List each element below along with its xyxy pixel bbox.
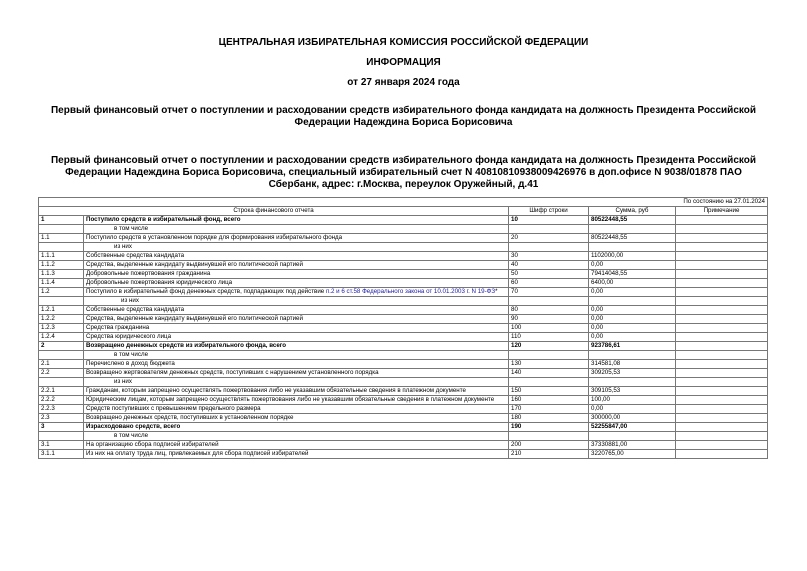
row-name-cell: Собственные средства кандидата bbox=[84, 252, 509, 261]
code-cell bbox=[509, 432, 589, 441]
row-number-cell: 1.2.4 bbox=[39, 333, 84, 342]
sum-cell: 0,00 bbox=[589, 333, 676, 342]
code-cell bbox=[509, 351, 589, 360]
sum-cell bbox=[589, 432, 676, 441]
row-name-cell: Из них на оплату труда лиц, привлекаемых для сбора подписей избирателей bbox=[84, 450, 509, 459]
note-cell bbox=[676, 342, 768, 351]
code-cell: 150 bbox=[509, 387, 589, 396]
note-cell bbox=[676, 351, 768, 360]
doc-type: ИНФОРМАЦИЯ bbox=[366, 57, 441, 68]
sum-cell: 314581,08 bbox=[589, 360, 676, 369]
row-name-cell: Юридическим лицам, которым запрещено осуществлять пожертвования либо не указавшим обязательные сведения в платежном документе bbox=[84, 396, 509, 405]
code-cell: 140 bbox=[509, 369, 589, 378]
row-number-cell: 2 bbox=[39, 342, 84, 351]
code-cell: 30 bbox=[509, 252, 589, 261]
sum-cell: 37330881,00 bbox=[589, 441, 676, 450]
code-cell: 110 bbox=[509, 333, 589, 342]
row-number-cell: 3.1.1 bbox=[39, 450, 84, 459]
row-subheading: в том числе bbox=[84, 351, 509, 360]
sum-cell: 80522448,55 bbox=[589, 234, 676, 243]
sum-cell bbox=[589, 351, 676, 360]
row-number-cell bbox=[39, 243, 84, 252]
note-cell bbox=[676, 261, 768, 270]
row-number-cell: 2.3 bbox=[39, 414, 84, 423]
row-name-cell: Средств поступивших с превышением предельного размера bbox=[84, 405, 509, 414]
note-cell bbox=[676, 432, 768, 441]
report-title: Первый финансовый отчет о поступлении и расходовании средств избирательного фонда кандидата на должность Президента Российской Федерации Надеждина Бориса Борисовича bbox=[50, 105, 757, 128]
note-cell bbox=[676, 243, 768, 252]
row-name-cell bbox=[84, 288, 509, 297]
row-number-cell: 3 bbox=[39, 423, 84, 432]
report-subtitle: Первый финансовый отчет о поступлении и расходовании средств избирательного фонда кандидата на должность Президента Российской Федерации Надеждина Бориса Борисовича, специальный избирательный счет N 40810810938009426976 в доп.офисе N 9038/01878 ПАО Сбербанк, адрес: г.Москва, переулок Оружейный, д.41 bbox=[50, 155, 757, 190]
column-header: Примечание bbox=[676, 207, 768, 216]
code-cell: 70 bbox=[509, 288, 589, 297]
sum-cell: 80522448,55 bbox=[589, 216, 676, 225]
code-cell: 10 bbox=[509, 216, 589, 225]
row-name-cell: Перечислено в доход бюджета bbox=[84, 360, 509, 369]
table-row bbox=[39, 270, 768, 279]
row-name-cell: Средства гражданина bbox=[84, 324, 509, 333]
table-row bbox=[39, 315, 768, 324]
note-cell bbox=[676, 360, 768, 369]
row-name-cell: Возвращено денежных средств из избирательного фонда, всего bbox=[84, 342, 509, 351]
code-cell bbox=[509, 297, 589, 306]
table-row bbox=[39, 405, 768, 414]
table-row bbox=[39, 369, 768, 378]
column-header: Строка финансового отчета bbox=[39, 207, 509, 216]
code-cell bbox=[509, 225, 589, 234]
sum-cell: 0,00 bbox=[589, 261, 676, 270]
sum-cell: 0,00 bbox=[589, 288, 676, 297]
note-cell bbox=[676, 279, 768, 288]
sum-cell: 0,00 bbox=[589, 306, 676, 315]
sum-cell: 309205,53 bbox=[589, 369, 676, 378]
code-cell: 40 bbox=[509, 261, 589, 270]
table-row bbox=[39, 423, 768, 432]
sum-cell: 309105,53 bbox=[589, 387, 676, 396]
row-subheading: из них bbox=[84, 243, 509, 252]
note-cell bbox=[676, 378, 768, 387]
financial-report-table bbox=[38, 197, 768, 459]
code-cell: 90 bbox=[509, 315, 589, 324]
table-row bbox=[39, 333, 768, 342]
row-name-cell: Собственные средства кандидата bbox=[84, 306, 509, 315]
note-cell bbox=[676, 396, 768, 405]
code-cell: 60 bbox=[509, 279, 589, 288]
table-row bbox=[39, 288, 768, 297]
row-number-cell: 2.2.1 bbox=[39, 387, 84, 396]
row-subheading: в том числе bbox=[84, 432, 509, 441]
row-number-cell: 1.2.2 bbox=[39, 315, 84, 324]
row-subheading: из них bbox=[84, 378, 509, 387]
code-cell: 200 bbox=[509, 441, 589, 450]
note-cell bbox=[676, 270, 768, 279]
as-of-date: По состоянию на 27.01.2024 bbox=[39, 198, 768, 207]
code-cell: 130 bbox=[509, 360, 589, 369]
sum-cell bbox=[589, 378, 676, 387]
code-cell bbox=[509, 378, 589, 387]
row-number-cell: 1.1 bbox=[39, 234, 84, 243]
table-row bbox=[39, 324, 768, 333]
table-row bbox=[39, 450, 768, 459]
row-number-cell bbox=[39, 432, 84, 441]
table-row bbox=[39, 225, 768, 234]
code-cell: 190 bbox=[509, 423, 589, 432]
code-cell: 210 bbox=[509, 450, 589, 459]
table-row bbox=[39, 297, 768, 306]
column-header: Шифр строки bbox=[509, 207, 589, 216]
note-cell bbox=[676, 441, 768, 450]
table-row bbox=[39, 342, 768, 351]
row-name-cell: Средства юридического лица bbox=[84, 333, 509, 342]
note-cell bbox=[676, 333, 768, 342]
sum-cell: 79414048,55 bbox=[589, 270, 676, 279]
column-header: Сумма, руб bbox=[589, 207, 676, 216]
code-cell: 80 bbox=[509, 306, 589, 315]
table-row bbox=[39, 243, 768, 252]
note-cell bbox=[676, 297, 768, 306]
table-row bbox=[39, 441, 768, 450]
code-cell: 50 bbox=[509, 270, 589, 279]
row-name-cell: Добровольные пожертвования юридического лица bbox=[84, 279, 509, 288]
row-number-cell: 1.1.3 bbox=[39, 270, 84, 279]
table-row bbox=[39, 261, 768, 270]
table-body bbox=[39, 216, 768, 459]
table-row bbox=[39, 387, 768, 396]
row-number-cell: 1.2 bbox=[39, 288, 84, 297]
table-row bbox=[39, 360, 768, 369]
row-number-cell: 1.1.1 bbox=[39, 252, 84, 261]
sum-cell bbox=[589, 297, 676, 306]
row-number-cell: 1.1.4 bbox=[39, 279, 84, 288]
row-name-cell: Поступило средств в избирательный фонд, всего bbox=[84, 216, 509, 225]
row-number-cell: 1 bbox=[39, 216, 84, 225]
note-cell bbox=[676, 414, 768, 423]
code-cell: 100 bbox=[509, 324, 589, 333]
org-title: ЦЕНТРАЛЬНАЯ ИЗБИРАТЕЛЬНАЯ КОМИССИЯ РОССИЙСКОЙ ФЕДЕРАЦИИ bbox=[218, 37, 589, 48]
row-number-cell: 2.2 bbox=[39, 369, 84, 378]
row-number-cell: 3.1 bbox=[39, 441, 84, 450]
row-number-cell: 2.1 bbox=[39, 360, 84, 369]
row-name-cell: Поступило средств в установленном порядке для формирования избирательного фонда bbox=[84, 234, 509, 243]
law-reference-link[interactable]: п.2 и 6 ст.58 Федерального закона от 10.01.2003 г. N 19-ФЗ bbox=[325, 288, 496, 295]
note-cell bbox=[676, 405, 768, 414]
table-row bbox=[39, 432, 768, 441]
code-cell: 20 bbox=[509, 234, 589, 243]
doc-date: от 27 января 2024 года bbox=[347, 77, 460, 88]
row-name-cell: Израсходовано средств, всего bbox=[84, 423, 509, 432]
note-cell bbox=[676, 387, 768, 396]
row-name-cell: Добровольные пожертвования гражданина bbox=[84, 270, 509, 279]
sum-cell: 0,00 bbox=[589, 324, 676, 333]
sum-cell bbox=[589, 225, 676, 234]
code-cell: 170 bbox=[509, 405, 589, 414]
code-cell: 180 bbox=[509, 414, 589, 423]
sum-cell: 300000,00 bbox=[589, 414, 676, 423]
row-number-cell bbox=[39, 297, 84, 306]
table-row bbox=[39, 234, 768, 243]
row-name-cell: На организацию сбора подписей избирателей bbox=[84, 441, 509, 450]
row-number-cell: 2.2.3 bbox=[39, 405, 84, 414]
row-name-cell: Средства, выделенные кандидату выдвинувшей его политической партией bbox=[84, 261, 509, 270]
code-cell: 160 bbox=[509, 396, 589, 405]
code-cell bbox=[509, 243, 589, 252]
table-row bbox=[39, 306, 768, 315]
sum-cell: 6400,00 bbox=[589, 279, 676, 288]
row-name-cell: Возвращено денежных средств, поступивших в установленном порядке bbox=[84, 414, 509, 423]
note-cell bbox=[676, 225, 768, 234]
note-cell bbox=[676, 315, 768, 324]
row-subheading: в том числе bbox=[84, 225, 509, 234]
row-name-cell: Гражданам, которым запрещено осуществлять пожертвования либо не указавшим обязательные сведения в платежном документе bbox=[84, 387, 509, 396]
table-row bbox=[39, 279, 768, 288]
table-row bbox=[39, 351, 768, 360]
table-row bbox=[39, 252, 768, 261]
row-name-cell: Средства, выделенные кандидату выдвинувшей его политической партией bbox=[84, 315, 509, 324]
row-number-cell: 2.2.2 bbox=[39, 396, 84, 405]
note-cell bbox=[676, 306, 768, 315]
table-header-row bbox=[39, 207, 768, 216]
row-number-cell bbox=[39, 378, 84, 387]
sum-cell: 1102000,00 bbox=[589, 252, 676, 261]
table-row bbox=[39, 378, 768, 387]
table-row bbox=[39, 216, 768, 225]
row-number-cell: 1.2.1 bbox=[39, 306, 84, 315]
sum-cell: 3220765,00 bbox=[589, 450, 676, 459]
note-cell bbox=[676, 369, 768, 378]
note-cell bbox=[676, 423, 768, 432]
sum-cell: 923786,61 bbox=[589, 342, 676, 351]
row-number-cell bbox=[39, 351, 84, 360]
sum-cell: 100,00 bbox=[589, 396, 676, 405]
note-cell bbox=[676, 234, 768, 243]
table-row bbox=[39, 414, 768, 423]
note-cell bbox=[676, 252, 768, 261]
row-number-cell: 1.1.2 bbox=[39, 261, 84, 270]
row-name-suffix: * bbox=[495, 288, 498, 295]
row-name-cell: Возвращено жертвователям денежных средств, поступивших с нарушением установленного порядка bbox=[84, 369, 509, 378]
sum-cell: 0,00 bbox=[589, 405, 676, 414]
row-number-cell: 1.2.3 bbox=[39, 324, 84, 333]
sum-cell: 0,00 bbox=[589, 315, 676, 324]
note-cell bbox=[676, 324, 768, 333]
code-cell: 120 bbox=[509, 342, 589, 351]
note-cell bbox=[676, 288, 768, 297]
sum-cell bbox=[589, 243, 676, 252]
note-cell bbox=[676, 216, 768, 225]
note-cell bbox=[676, 450, 768, 459]
sum-cell: 52255847,00 bbox=[589, 423, 676, 432]
table-row bbox=[39, 396, 768, 405]
row-subheading: из них bbox=[84, 297, 509, 306]
row-name-text: Поступило в избирательный фонд денежных средств, подпадающих под действие bbox=[86, 288, 326, 295]
row-number-cell bbox=[39, 225, 84, 234]
